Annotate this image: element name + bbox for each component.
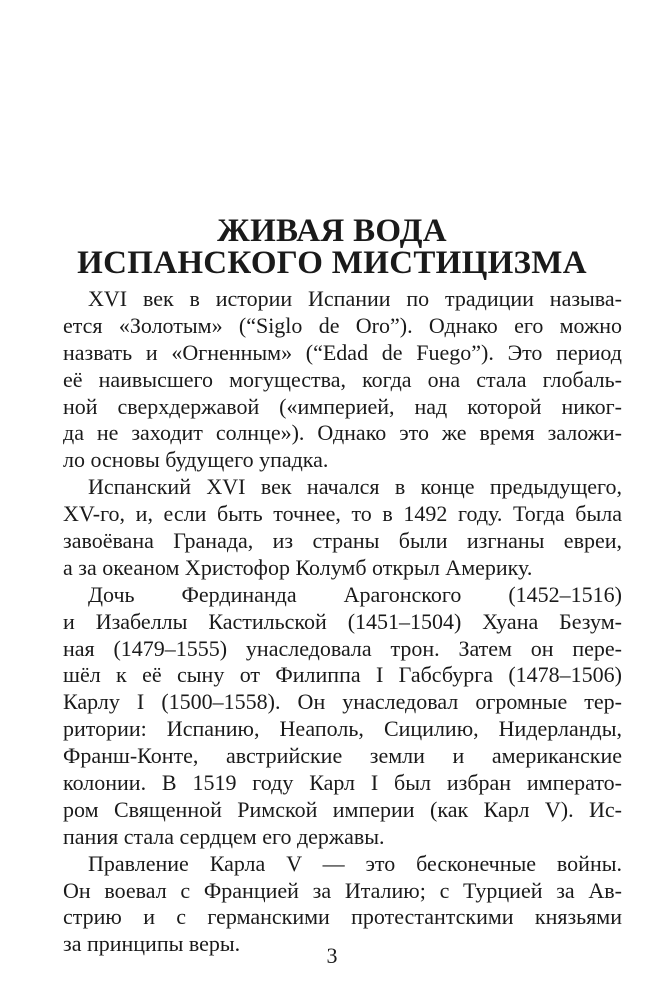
paragraph [63,582,622,851]
text-line: её наивысшего могущества, когда она стала глобаль- [63,366,622,392]
text-line: XVI век в истории Испании по традиции называ- [88,286,622,311]
text-line: Правление Карла V — это бесконечные войны. [88,850,622,876]
text-line: Франш-Конте, австрийские земли и американские [63,743,622,769]
text-line: колонии. В 1519 году Карл I был избран императо- [63,770,622,796]
text-line: за принципы веры. [63,931,241,957]
text-line: завоёвана Гранада, из страны были изгнаны евреи, [63,528,622,554]
text-line: назвать и «Огненным» (“Edad de Fuego”). Это период [63,339,622,365]
text-line: ная (1479–1555) унаследовала трон. Затем он пере- [63,635,622,661]
text-line: да не заходит солнце»). Однако это же время заложи- [63,420,622,446]
paragraph [63,474,622,582]
paragraph [63,286,622,474]
text-line: Испанский XVI век начался в конце предыдущего, [88,474,622,500]
text-line: ло основы будущего упадка. [63,447,329,473]
text-line: Он воевал с Францией за Италию; с Турцией за Ав- [63,877,622,903]
text-line: ется «Золотым» (“Siglo de Oro”). Однако его можно [63,312,622,338]
text-line: Карлу I (1500–1558). Он унаследовал огромные тер- [63,689,622,715]
page-number: 3 [326,943,338,968]
chapter-title-line-1: ЖИВАЯ ВОДА [217,213,447,249]
text-line: ритории: Испанию, Неаполь, Сицилию, Нидерланды, [63,716,622,742]
text-line: XV-го, и, если быть точнее, то в 1492 году. Тогда была [63,501,622,527]
text-line: стрию и с германскими протестантскими князьями [63,904,622,930]
text-line: пания стала сердцем его державы. [63,823,385,849]
chapter-title-line-2: ИСПАНСКОГО МИСТИЦИЗМА [77,245,587,281]
body-text [63,286,622,958]
text-line: и Изабеллы Кастильской (1451–1504) Хуана Безум- [63,608,622,634]
text-line: ром Священной Римской империи (как Карл V). Ис- [63,796,622,822]
text-line: шёл к её сыну от Филиппа I Габсбурга (1478–1506) [63,662,622,688]
text-line: Дочь Фердинанда Арагонского (1452–1516) [88,581,622,607]
text-line: а за океаном Христофор Колумб открыл Америку. [63,554,533,580]
text-line: ной сверхдержавой («империей, над которой никог- [63,393,622,419]
